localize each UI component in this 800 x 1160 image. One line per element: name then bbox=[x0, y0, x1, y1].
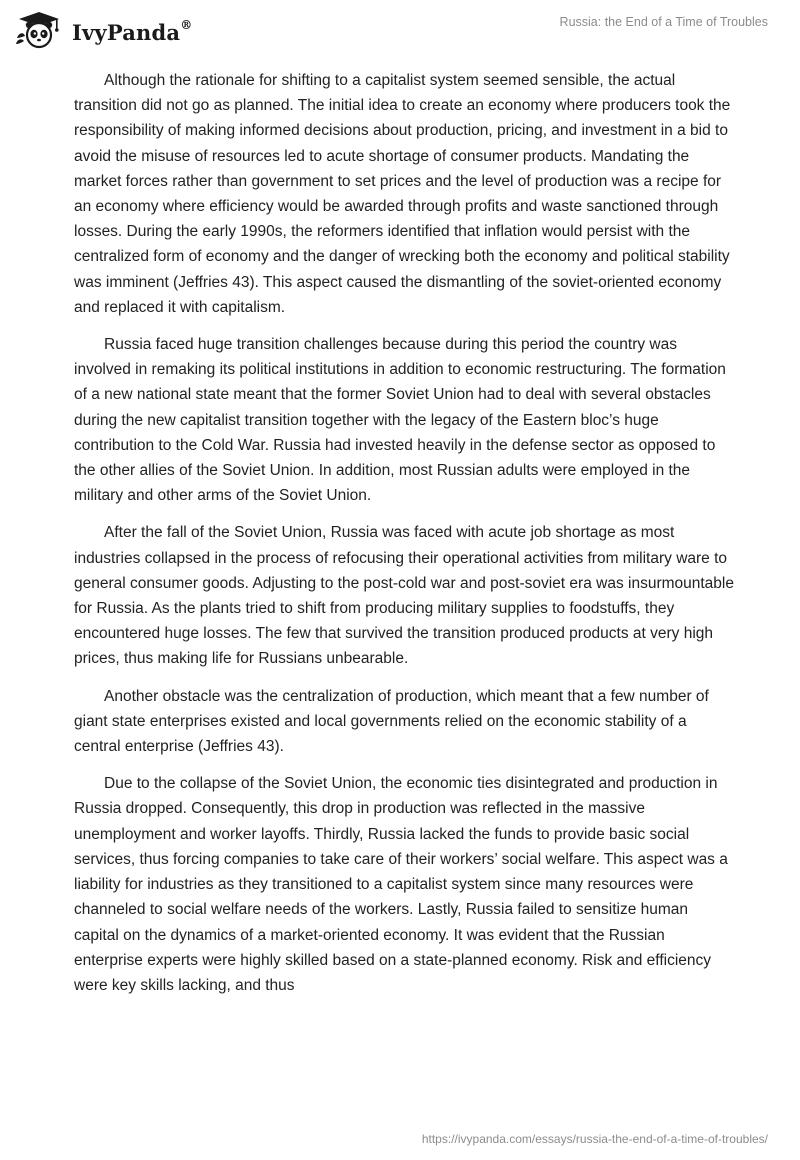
essay-body bbox=[74, 68, 734, 1010]
paragraph-5: Due to the collapse of the Soviet Union, the economic ties disintegrated and production in Russia dropped. Consequently, this drop in production was reflected in the massive unemployment and worker layoffs. Thirdly, Russia lacked the funds to provide basic social services, thus forcing companies to take care of their workers’ social welfare. This aspect was a liability for industries as they transitioned to a capitalist system since many resources were channeled to social welfare needs of the workers. Lastly, Russia failed to sensitize human capital on the dynamics of a market-oriented economy. It was evident that the Russian enterprise experts were highly skilled based on a state-planned economy. Risk and efficiency were key skills lacking, and thus bbox=[74, 775, 728, 994]
brand-name bbox=[72, 17, 193, 45]
brand-text: IvyPanda bbox=[72, 19, 181, 45]
page-header bbox=[0, 0, 800, 60]
paragraph-4: Another obstacle was the centralization of production, which meant that a few number of giant state enterprises existed and local governments relied on the economic stability of a central enterprise (Jeffries 43). bbox=[74, 687, 709, 756]
document-title: Russia: the End of a Time of Troubles bbox=[559, 15, 768, 29]
paragraph-3: After the fall of the Soviet Union, Russia was faced with acute job shortage as most industries collapsed in the process of refocusing their operational activities from military ware to general consumer goods. Adjusting to the post-cold war and post-soviet era was insurmountable for Russia. As the plants tried to shift from producing military supplies to foodstuffs, they encountered huge losses. The few that survived the transition produced products at very high prices, thus making life for Russians unbearable. bbox=[74, 524, 734, 668]
registered-mark: ® bbox=[180, 17, 193, 32]
paragraph-2: Russia faced huge transition challenges because during this period the country was involved in remaking its political institutions in addition to economic restructuring. The formation of a new national state meant that the former Soviet Union had to deal with several obstacles during the new capitalist transition together with the legacy of the Eastern bloc’s huge contribution to the Cold War. Russia had invested heavily in the defense sector as opposed to the other allies of the Soviet Union. In addition, most Russian adults were employed in the military and other arms of the Soviet Union. bbox=[74, 336, 726, 505]
ivypanda-logo[interactable] bbox=[14, 10, 192, 50]
source-url[interactable]: https://ivypanda.com/essays/russia-the-end-of-a-time-of-troubles/ bbox=[421, 1132, 768, 1146]
panda-graduate-icon bbox=[14, 10, 64, 50]
paragraph-1: Although the rationale for shifting to a capitalist system seemed sensible, the actual transition did not go as planned. The initial idea to create an economy where producers took the responsibility of making informed decisions about production, pricing, and investment in a bid to avoid the misuse of resources led to acute shortage of consumer products. Mandating the market forces rather than government to set prices and the level of production was a recipe for an economy where efficiency would be awarded through profits and waste sanctioned through losses. During the early 1990s, the reformers identified that inflation would persist with the centralized form of economy and the danger of wrecking both the economy and political stability was imminent (Jeffries 43). This aspect caused the dismantling of the soviet-oriented economy and replaced it with capitalism. bbox=[74, 72, 731, 316]
